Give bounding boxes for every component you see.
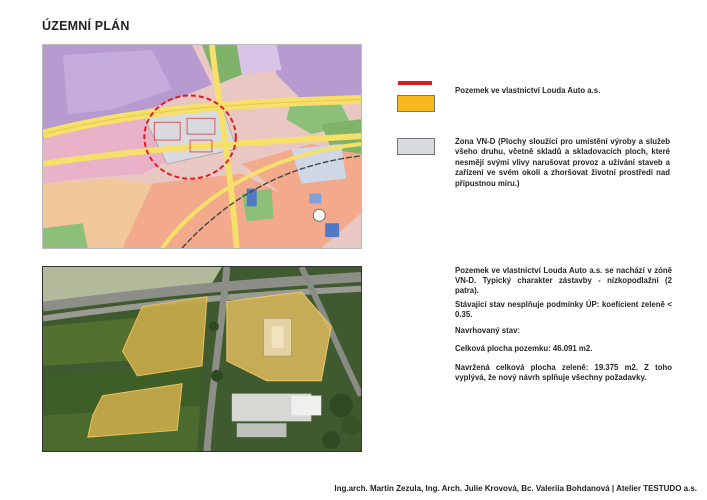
- info-paragraph-4: Celková plocha pozemku: 46.091 m2.: [455, 344, 593, 353]
- info-paragraph-2: Stávající stav nesplňuje podmínky ÚP: koeficient zeleně < 0.35.: [455, 300, 672, 320]
- legend-owned-land-label: Pozemek ve vlastnictví Louda Auto a.s.: [455, 86, 601, 95]
- info-paragraph-5: Navržená celková plocha zeleně: 19.375 m2. Z toho vyplývá, že nový návrh splňuje všechny požadavky.: [455, 363, 672, 383]
- info-paragraph-1: Pozemek ve vlastnictví Louda Auto a.s. se nachází v zóně VN-D. Typický charakter zástavby - nízkopodlažní (2 patra).: [455, 266, 672, 296]
- zone-vn-d-swatch: [397, 138, 435, 155]
- footer-credits: Ing.arch. Martin Zezula, Ing. Arch. Julie Krovová, Bc. Valeriia Bohdanová | Atelier TESTUDO a.s.: [334, 484, 697, 493]
- aerial-photo: [42, 266, 362, 452]
- zoning-plan-map: [42, 44, 362, 249]
- legend-zone-vn-d-label: Zona VN-D (Plochy sloužící pro umístění výroby a služeb všeho druhu, včetně skladů a skladovacích ploch, které nesmějí svými vlivy narušovat provoz a užívání staveb a zařízení ve svém okolí a zhoršovat životní prostředí nad přípustnou míru.): [455, 137, 670, 188]
- property-boundary-swatch: [398, 81, 432, 85]
- info-paragraph-3: Navrhovaný stav:: [455, 326, 521, 335]
- owned-land-swatch: [397, 95, 435, 112]
- page-title: ÚZEMNÍ PLÁN: [42, 19, 130, 33]
